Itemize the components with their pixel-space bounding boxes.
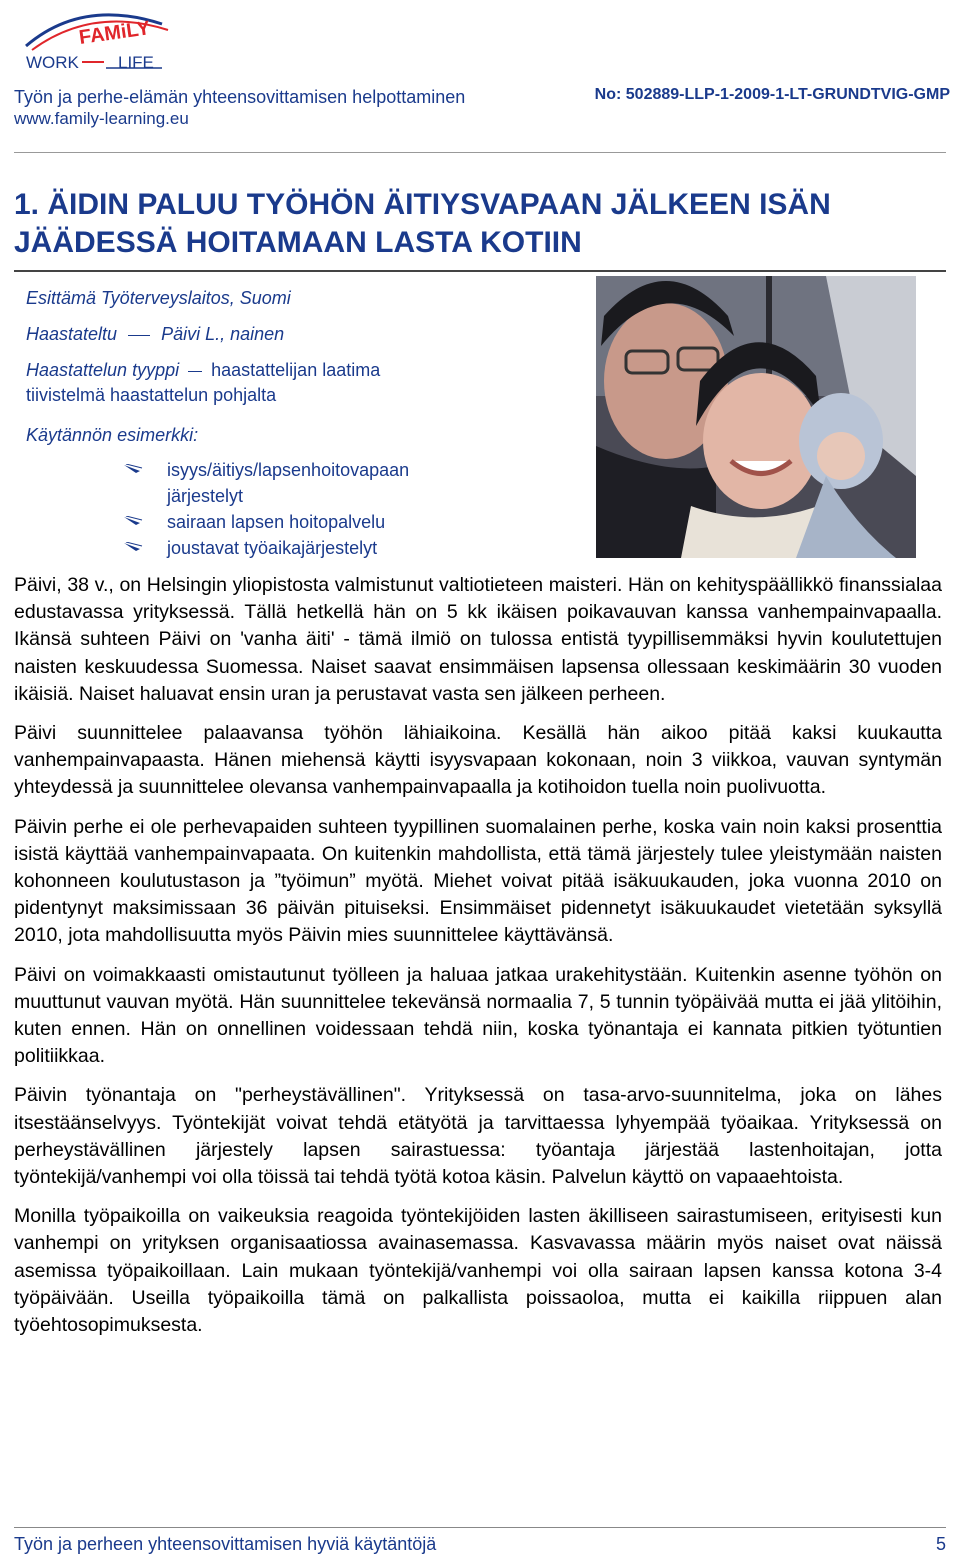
interviewed-line bbox=[26, 322, 284, 347]
family-photo bbox=[596, 276, 916, 558]
family-work-life-logo bbox=[22, 6, 172, 76]
paragraph: Päivi, 38 v., on Helsingin yliopistosta valmistunut valtiotieteen maisteri. Hän on kehityspäällikkö finanssialaa edustavassa yrityksessä. Tällä hetkellä hän on 5 kk ikäisen poikavauvan kanssa vanhempainvapaalla. Ikänsä suhteen Päivi on 'vanha äiti' - tämä ilmiö on tulossa entistä tyypillisemmäksi hyvin koulutettujen naisten keskuudessa Suomessa. Naiset saavat ensimmäisen lapsensa ollessaan keskimäärin 30 vuoden ikäisiä. Naiset haluavat ensin uran ja perustavat vasta sen jälkeen perheen. bbox=[14, 574, 942, 705]
header-url[interactable]: www.family-learning.eu bbox=[14, 109, 189, 128]
bullet-arrow-icon bbox=[124, 542, 144, 552]
paragraph: Päivin työnantaja on "perheystävällinen". Yrityksessä on tasa-arvo-suunnitelma, joka on lähes itsestäänselvyys. Työntekijät voivat tehdä etätyötä ja tarvittaessa lyhyempää työaikaa. Yrityksessä on perheystävällinen järjestely lapsen sairastuessa: työantaja järjestää lastenhoitajan, jotta työntekijä/vanhempi voi olla töissä tai tehdä työtä kotoa käsin. Palvelun käyttö on vapaaehtoista. bbox=[14, 1084, 942, 1189]
bullet-text: isyys/äitiys/lapsenhoitovapaan järjestelyt bbox=[167, 460, 410, 506]
list-item bbox=[124, 535, 467, 561]
title-divider bbox=[14, 270, 946, 272]
examples-line bbox=[26, 423, 198, 448]
footer-divider bbox=[14, 1527, 946, 1528]
presenter-line bbox=[26, 286, 291, 311]
paragraph: Monilla työpaikoilla on vaikeuksia reagoida työntekijöiden lasten äkilliseen sairastumiseen, erityisesti kun vanhempi on yrityksen organisaatiossa avainasemassa. Kasvavassa määrin myös naiset ovat näissä asemissa työpaikoillaan. Lain mukaan työntekijä/vanhempi voi olla sairaan lapsen kanssa kotona 3-4 työpäivään. Useilla työpaikoilla tämä on palkallista poissaoloa, mutta ei kaikilla riippuen alan työehtosopimuksesta. bbox=[14, 1205, 942, 1337]
bullet-text: sairaan lapsen hoitopalvelu bbox=[167, 512, 386, 532]
paragraph: Päivin perhe ei ole perhevapaiden suhteen tyypillinen suomalainen perhe, koska vain noin kaksi prosenttia isistä käyttää vanhempainvapaata. On kuitenkin mahdollista, että tämä järjestely tulee yleistymään naisten kohonneen koulutustason ja ”työimun” myötä. Miehet voivat pitää isäkuukauden, joka vuonna 2010 on pidentynyt maksimissaan 36 päivän pituiseksi. Ensimmäiset pidennetyt isäkuukaudet vietetään syksyllä 2010, jota mahdollisuutta myös Päivin mies suunnittelee käyttävänsä. bbox=[14, 815, 942, 947]
paragraph: Päivi suunnittelee palaavansa työhön lähiaikoina. Kesällä hän aikoo pitää kaksi kuukautta vanhempainvapaasta. Hänen miehensä käytti isyysvapaan kokonaan, noin 3 viikkoa, vauvan syntymän yhteydessä ja suunnittelee olevansa vanhempainvapaalla ja kotihoidon tuella noin puolivuotta. bbox=[14, 722, 942, 799]
paragraph: Päivi on voimakkaasti omistautunut työlleen ja haluaa jatkaa urakehitystään. Kuitenkin asenne työhön on muuttunut vauvan myötä. Hän suunnittelee tekevänsä normaalia 7, 5 tunnin työpäivää mutta ei jää ylitöihin, kuten ennen. Hän on onnellinen voidessaan tehdä niin, koska työnantaja ei kannata pitkien työtuntien politiikkaa. bbox=[14, 963, 942, 1068]
examples-label: Käytännön esimerkki: bbox=[26, 425, 199, 445]
presenter-text: Esittämä Työterveyslaitos, Suomi bbox=[26, 288, 291, 308]
type-value-1: haastattelijan laatima bbox=[211, 360, 381, 380]
family-photo-illustration bbox=[596, 276, 916, 558]
page-number: 5 bbox=[935, 1534, 946, 1554]
header-subtitle: Työn ja perhe-elämän yhteensovittamisen helpottaminen bbox=[14, 87, 466, 107]
list-item bbox=[124, 509, 467, 535]
logo-text-life: LIFE bbox=[118, 53, 154, 72]
type-value-2: tiivistelmä haastattelun pohjalta bbox=[26, 385, 277, 405]
page-title: 1. ÄIDIN PALUU TYÖHÖN ÄITIYSVAPAAN JÄLKEEN ISÄN JÄÄDESSÄ HOITAMAAN LASTA KOTIIN bbox=[14, 188, 831, 259]
examples-list bbox=[124, 457, 467, 561]
interviewed-value: Päivi L., nainen bbox=[161, 324, 285, 344]
header-divider bbox=[14, 152, 946, 153]
bullet-arrow-icon bbox=[124, 464, 144, 474]
article-body bbox=[14, 572, 942, 1351]
interview-type bbox=[26, 358, 380, 408]
bullet-text: joustavat työaikajärjestelyt bbox=[167, 538, 378, 558]
type-label: Haastattelun tyyppi bbox=[26, 360, 180, 380]
project-number: No: 502889-LLP-1-2009-1-LT-GRUNDTVIG-GMP bbox=[594, 86, 950, 103]
logo-text-work: WORK bbox=[26, 53, 79, 72]
interviewed-label: Haastateltu bbox=[26, 324, 118, 344]
bullet-arrow-icon bbox=[124, 516, 144, 526]
footer-text: Työn ja perheen yhteensovittamisen hyviä käytäntöjä bbox=[14, 1534, 437, 1554]
list-item bbox=[124, 457, 467, 509]
logo-text-family: FAMiLY bbox=[77, 17, 152, 49]
